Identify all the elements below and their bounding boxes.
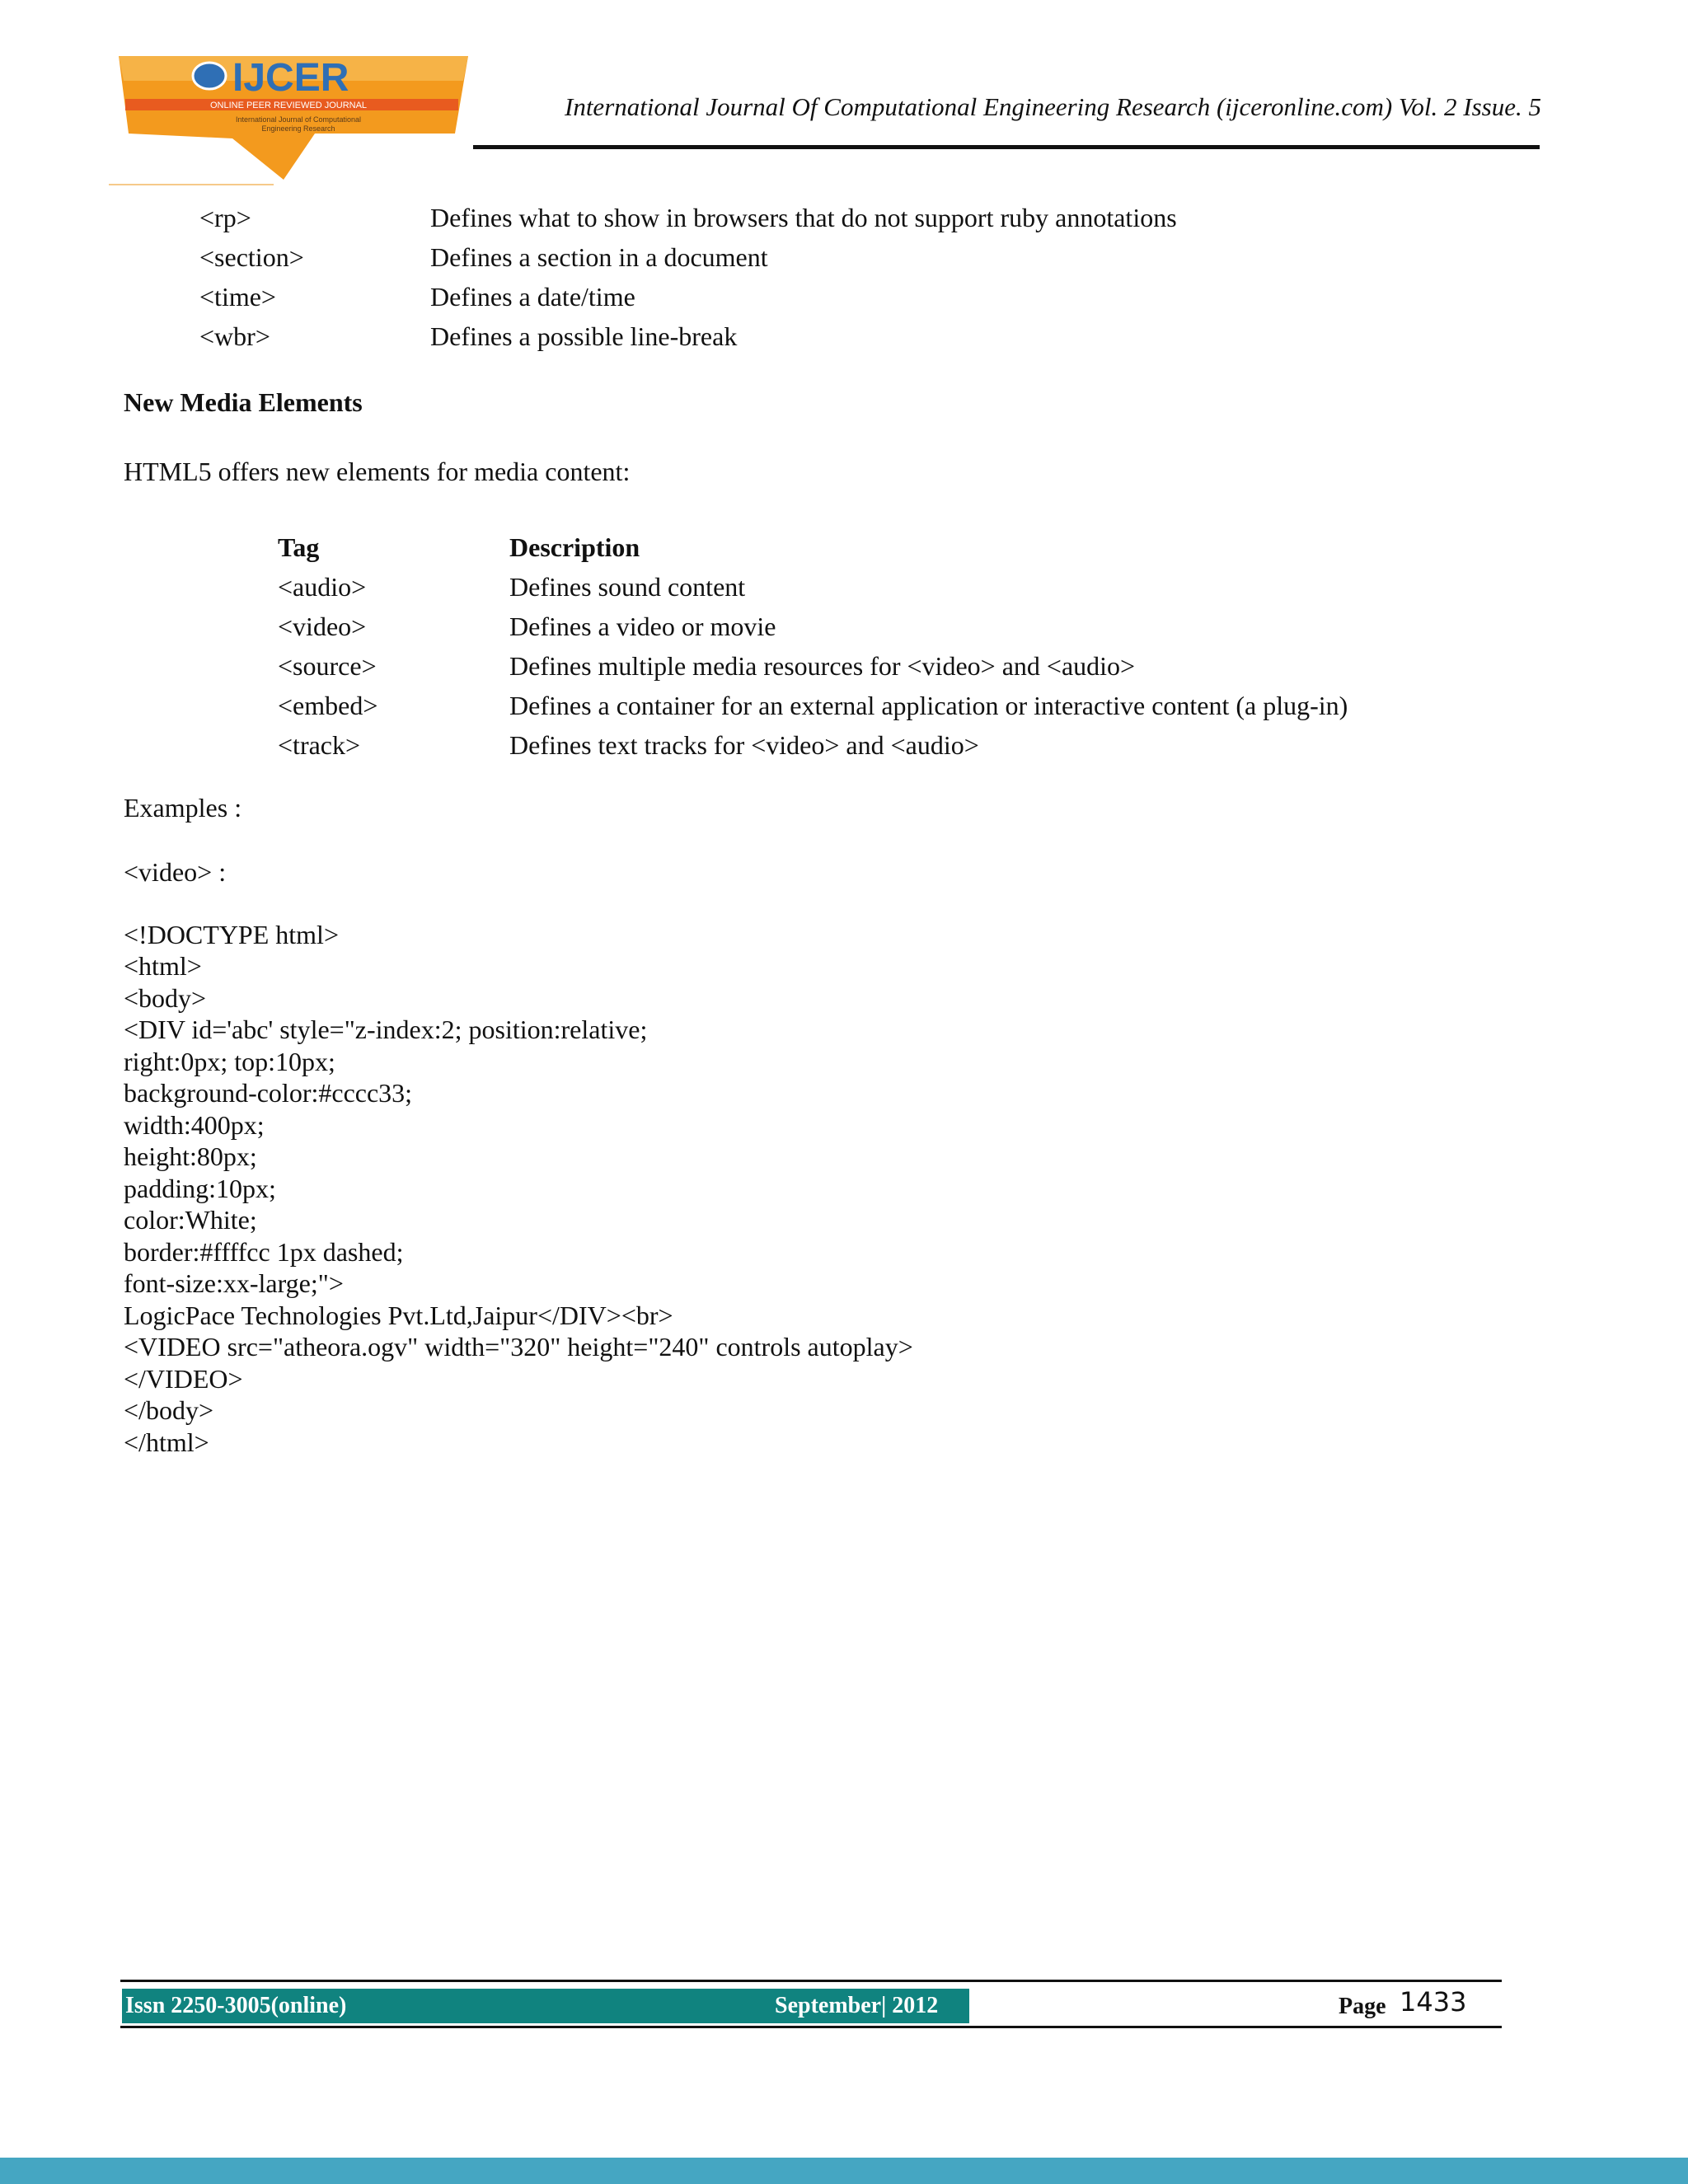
tag-cell: <time> [199, 282, 276, 312]
tag-cell: <rp> [199, 203, 251, 232]
description-cell: Defines a video or movie [509, 612, 776, 641]
column-header-description: Description [509, 532, 640, 562]
tag-cell: <audio> [278, 572, 367, 602]
description-cell: Defines a section in a document [430, 242, 768, 272]
footer-top-rule [120, 1980, 1502, 1982]
code-line: width:400px; [124, 1110, 265, 1140]
examples-label: Examples : [124, 793, 242, 823]
tag-cell: <wbr> [199, 321, 270, 351]
code-line: right:0px; top:10px; [124, 1047, 335, 1076]
header-rule [473, 145, 1540, 149]
tag-cell: <track> [278, 730, 361, 760]
tag-cell: <source> [278, 651, 377, 681]
code-line: border:#ffffcc 1px dashed; [124, 1237, 404, 1267]
code-line: <DIV id='abc' style="z-index:2; position:relative; [124, 1015, 648, 1044]
code-line: background-color:#cccc33; [124, 1078, 413, 1108]
section-heading: New Media Elements [124, 387, 363, 417]
tag-cell: <section> [199, 242, 304, 272]
video-example-label: <video> : [124, 857, 227, 887]
code-line: <!DOCTYPE html> [124, 920, 339, 949]
code-line: <html> [124, 951, 202, 981]
svg-text:IJCER: IJCER [232, 56, 349, 100]
code-line: </VIDEO> [124, 1364, 243, 1394]
code-line: font-size:xx-large;"> [124, 1268, 344, 1298]
intro-paragraph: HTML5 offers new elements for media content: [124, 457, 631, 486]
bottom-band [0, 2158, 1688, 2184]
description-cell: Defines a container for an external application or interactive content (a plug-in) [509, 691, 1348, 720]
footer-page-number: 1433 [1400, 1986, 1467, 2018]
code-line: </body> [124, 1395, 213, 1425]
code-line: padding:10px; [124, 1174, 276, 1203]
ijcer-logo [109, 48, 471, 188]
code-line: </html> [124, 1427, 209, 1457]
description-cell: Defines what to show in browsers that do not support ruby annotations [430, 203, 1177, 232]
description-cell: Defines a possible line-break [430, 321, 738, 351]
description-cell: Defines sound content [509, 572, 746, 602]
code-line: <body> [124, 983, 207, 1013]
footer-date: September| 2012 [775, 1993, 939, 2018]
tag-cell: <video> [278, 612, 367, 641]
footer-bottom-rule [120, 2026, 1502, 2028]
column-header-tag: Tag [278, 532, 320, 562]
svg-text:International Journal of Compu: International Journal of Computational [235, 115, 362, 124]
description-cell: Defines a date/time [430, 282, 635, 312]
journal-title: International Journal Of Computational Engineering Research (ijceronline.com) Vol. 2 Issue. 5 [565, 92, 1541, 121]
svg-text:Engineering Research: Engineering Research [261, 124, 335, 133]
svg-text:ONLINE PEER REVIEWED JOURNAL: ONLINE PEER REVIEWED JOURNAL [209, 101, 368, 110]
description-cell: Defines multiple media resources for <video> and <audio> [509, 651, 1136, 681]
description-cell: Defines text tracks for <video> and <audio> [509, 730, 979, 760]
code-line: color:White; [124, 1205, 257, 1235]
code-line: height:80px; [124, 1141, 257, 1171]
code-line: LogicPace Technologies Pvt.Ltd,Jaipur</DIV><br> [124, 1301, 673, 1330]
footer-page-label: Page [1339, 1994, 1386, 2019]
code-line: <VIDEO src="atheora.ogv" width="320" height="240" controls autoplay> [124, 1332, 913, 1361]
footer-issn: Issn 2250-3005(online) [125, 1993, 347, 2018]
tag-cell: <embed> [278, 691, 378, 720]
